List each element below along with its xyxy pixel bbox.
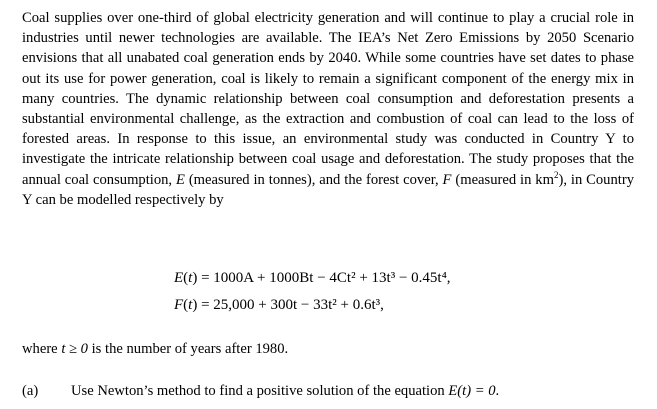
question-text: [71, 383, 499, 400]
equation-F-lhs: F: [174, 297, 184, 313]
question-label: (a): [22, 383, 39, 399]
intro-text-part1: Coal supplies over one-third of global electricity generation and will continue to play a crucial role in industries until newer technologies are available. The IEA’s Net Zero Emissions by 2050 Scenario envisions that all unabated coal generation ends by 2040. While some countries have set dates to phase out its use for power generation, coal is likely to remain a significant component of the energy mix in many countries. The dynamic relationship between coal consumption and deforestation presents a substantial environmental challenge, as the extraction and combustion of coal can lead to the loss of forested areas. In response to this issue, an environmental study was conducted in Country Y to investigate the intricate relationship between coal usage and deforestation. The study proposes that the annual coal consumption,: [22, 10, 634, 188]
where-condition: t ≥ 0: [61, 341, 88, 357]
where-prefix: where: [22, 341, 62, 357]
intro-paragraph: [22, 8, 634, 210]
question-equation: E(t) = 0: [448, 383, 496, 399]
equation-F-rhs: = 25,000 + 300t − 33t² + 0.6t³,: [201, 297, 384, 313]
intro-text-part4: ), in Country Y can be modelled respectively by: [22, 171, 634, 208]
equation-F: F(t) = 25,000 + 300t − 33t² + 0.6t³,: [174, 297, 384, 313]
question-end: .: [495, 383, 500, 399]
superscript-2: 2: [553, 169, 559, 180]
intro-text-part3: (measured in km: [451, 171, 554, 188]
intro-text-part2: (measured in tonnes), and the forest cover,: [184, 171, 443, 188]
var-E: E: [175, 171, 185, 188]
question-text-body: Use Newton’s method to find a positive solution of the equation: [71, 383, 449, 399]
var-F: F: [442, 171, 452, 188]
equation-E-rhs: = 1000A + 1000Bt − 4Ct² + 13t³ − 0.45t⁴,: [201, 270, 451, 286]
equation-E: E(t) = 1000A + 1000Bt − 4Ct² + 13t³ − 0.45t⁴,: [174, 270, 451, 286]
where-suffix: is the number of years after 1980.: [87, 341, 289, 357]
equation-E-lhs: E: [174, 270, 184, 286]
where-clause: [22, 341, 288, 358]
